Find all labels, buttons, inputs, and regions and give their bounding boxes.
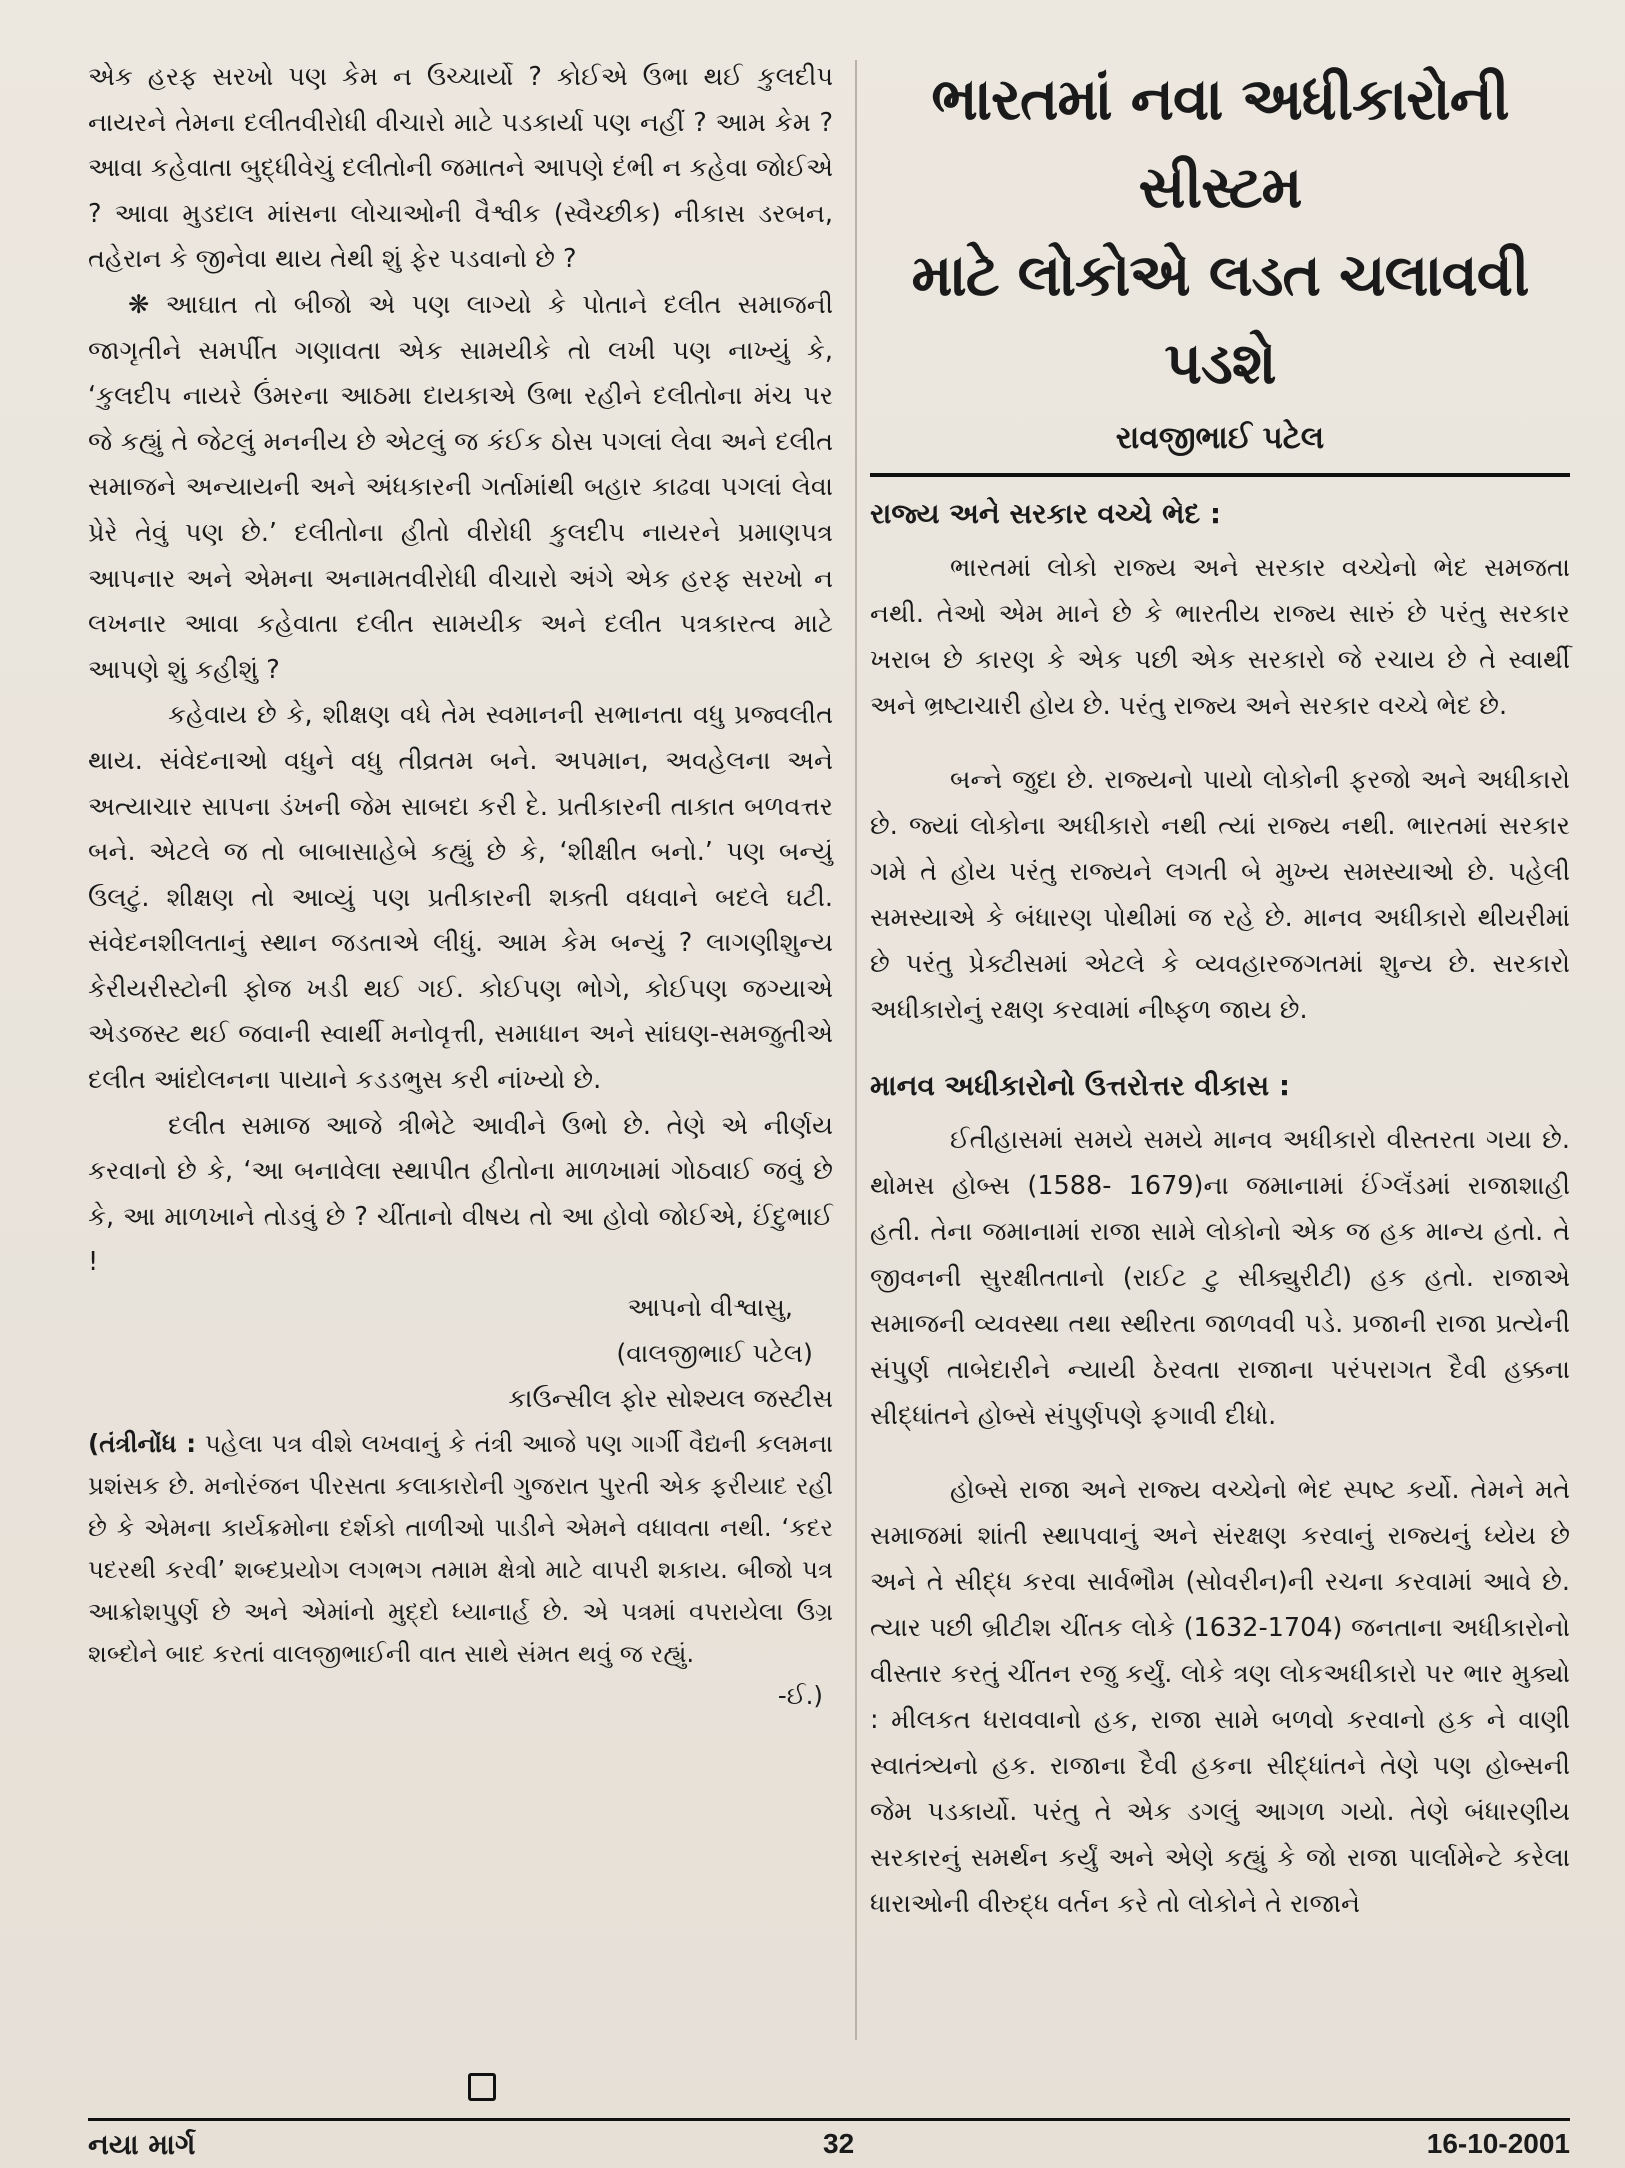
end-of-article-mark [468, 2073, 496, 2101]
publication-name: નયા માર્ગ [88, 2128, 196, 2161]
editor-note-text: પહેલા પત્ર વીશે લખવાનું કે તંત્રી આજે પણ ગાર્ગી વૈદ્યની કલમના પ્રશંસક છે. મનોરંજન પીરસતા કલાકારોની ગુજરાત પુરતી એક ફરીયાદ રહી છે કે એમના કાર્યક્રમોના દર્શકો તાળીઓ પાડીને એમને વધાવતા નથી. ‘કદર પદરથી કરવી’ શબ્દપ્રયોગ લગભગ તમામ ક્ષેત્રો માટે વાપરી શકાય. બીજો પત્ર આક્રોશપુર્ણ છે અને એમાંનો મુદ્દો ધ્યાનાર્હ છે. એ પત્રમાં વપરાયેલા ઉગ્ર શબ્દોને બાદ કરતાં વાલજીભાઈની વાત સાથે સંમત થવું જ રહ્યું. [88, 1428, 833, 1668]
letter-paragraph: દલીત સમાજ આજે ત્રીભેટે આવીને ઉભો છે. તેણે એ નીર્ણય કરવાનો છે કે, ‘આ બનાવેલા સ્થાપીત હીતોના માળખામાં ગોઠવાઈ જવું છે કે, આ માળખાને તોડવું છે ? ચીંતાનો વીષય તો આ હોવો જોઈએ, ઈંદુભાઈ ! [88, 1110, 833, 1278]
section-heading: માનવ અધીકારોનો ઉત્તરોત્તર વીકાસ : [870, 1069, 1291, 1102]
signoff-name: (વાલજીભાઈ પટેલ) [616, 1338, 813, 1369]
signoff-closing: આપનો વીશ્વાસુ, [627, 1293, 793, 1324]
letter-paragraph: એક હરફ સરખો પણ કેમ ન ઉચ્ચાર્યો ? કોઈએ ઉભા થઈ કુલદીપ નાયરને તેમના દલીતવીરોધી વીચારો માટે પડકાર્યા પણ નહીં ? આમ કેમ ? આવા કહેવાતા બુદ્ધીવેચું દલીતોની જમાતને આપણે દંભી ન કહેવા જોઈએ ? આવા મુડદાલ માંસના લોચાઓની વૈશ્વીક (સ્વૈચ્છીક) નીકાસ ડરબન, તહેરાન કે જીનેવા થાય તેથી શું ફેર પડવાનો છે ? [88, 62, 833, 275]
editor-note-signature: -ઈ.) [777, 1680, 823, 1710]
article-paragraph: બન્ને જુદા છે. રાજ્યનો પાયો લોકોની ફરજો અને અધીકારો છે. જ્યાં લોકોના અધીકારો નથી ત્યાં રાજ્ય નથી. ભારતમાં સરકાર ગમે તે હોય પરંતુ રાજ્યને લગતી બે મુખ્ય સમસ્યાઓ છે. પહેલી સમસ્યાએ કે બંધારણ પોથીમાં જ રહે છે. માનવ અધીકારો થીયરીમાં છે પરંતુ પ્રેક્ટીસમાં એટલે કે વ્યવહારજગતમાં શુન્ય છે. સરકારો અધીકારોનું રક્ષણ કરવામાં નીષ્ફળ જાય છે. [870, 765, 1570, 1025]
page-number: 32 [823, 2128, 855, 2159]
footer-rule [88, 2118, 1570, 2121]
left-column [88, 55, 833, 1717]
article-author: રાવજીભાઈ પટેલ [1115, 420, 1325, 456]
page-footer [88, 2128, 1570, 2168]
letter-paragraph: ❋ આઘાત તો બીજો એ પણ લાગ્યો કે પોતાને દલીત સમાજની જાગૃતીને સમર્પીત ગણાવતા એક સામયીકે તો લખી પણ નાખ્યું કે, ‘કુલદીપ નાયરે ઉંમરના આઠમા દાયકાએ ઉભા રહીને દલીતોના મંચ પર જે કહ્યું તે જેટલું મનનીય છે એટલું જ કંઈક ઠોસ પગલાં લેવા અને દલીત સમાજને અન્યાયની અને અંધકારની ગર્તામાંથી બહાર કાઢવા પગલાં લેવા પ્રેરે તેવું પણ છે.’ દલીતોના હીતો વીરોધી કુલદીપ નાયરને પ્રમાણપત્ર આપનાર અને એમના અનામતવીરોધી વીચારો અંગે એક હરફ સરખો ન લખનાર આવા કહેવાતા દલીત સામયીક અને દલીત પત્રકારત્વ માટે આપણે શું કહીશું ? [88, 289, 833, 685]
headline-rule [870, 473, 1570, 477]
article-paragraph: ભારતમાં લોકો રાજ્ય અને સરકાર વચ્ચેનો ભેદ સમજતા નથી. તેઓ એમ માને છે કે ભારતીય રાજ્ય સારું છે પરંતુ સરકાર ખરાબ છે કારણ કે એક પછી એક સરકારો જે રચાય છે તે સ્વાર્થી અને ભ્રષ્ટાચારી હોય છે. પરંતુ રાજ્ય અને સરકાર વચ્ચે ભેદ છે. [870, 553, 1570, 721]
letter-paragraph: કહેવાય છે કે, શીક્ષણ વધે તેમ સ્વમાનની સભાનતા વધુ પ્રજ્વલીત થાય. સંવેદનાઓ વધુને વધુ તીવ્રતમ બને. અપમાન, અવહેલના અને અત્યાચાર સાપના ડંખની જેમ સાબદા કરી દે. પ્રતીકારની તાકાત બળવત્તર બને. એટલે જ તો બાબાસાહેબે કહ્યું છે કે, ‘શીક્ષીત બનો.’ પણ બન્યું ઉલટું. શીક્ષણ તો આવ્યું પણ પ્રતીકારની શક્તી વધવાને બદલે ઘટી. સંવેદનશીલતાનું સ્થાન જડતાએ લીધું. આમ કેમ બન્યું ? લાગણીશુન્ય કેરીયરીસ્ટોની ફોજ ખડી થઈ ગઈ. કોઈપણ ભોગે, કોઈપણ જગ્યાએ એડજસ્ટ થઈ જવાની સ્વાર્થી મનોવૃત્તી, સમાધાન અને સાંઘણ-સમજુતીએ દલીત આંદોલનના પાયાને કડડભુસ કરી નાંખ્યો છે. [88, 700, 833, 1096]
editor-note [88, 1423, 833, 1675]
column-divider [855, 60, 857, 2040]
right-column [870, 55, 1570, 1927]
signoff-organization: કાઉન્સીલ ફોર સોશ્યલ જસ્ટીસ [508, 1384, 833, 1415]
article-paragraph: હોબ્સે રાજા અને રાજ્ય વચ્ચેનો ભેદ સ્પષ્ટ કર્યો. તેમને મતે સમાજમાં શાંતી સ્થાપવાનું અને સંરક્ષણ કરવાનું રાજ્યનું ધ્યેય છે અને તે સીદ્ધ કરવા સાર્વભૌમ (સોવરીન)ની રચના કરવામાં આવે છે. ત્યાર પછી બ્રીટીશ ચીંતક લોકે (1632-1704) જનતાના અધીકારોનો વીસ્તાર કરતું ચીંતન રજુ કર્યું. લોકે ત્રણ લોકઅધીકારો પર ભાર મુક્યો : મીલકત ધરાવવાનો હક, રાજા સામે બળવો કરવાનો હક ને વાણી સ્વાતંત્ર્યનો હક. રાજાના દૈવી હકના સીદ્ધાંતને તેણે પણ હોબ્સની જેમ પડકાર્યો. પરંતુ તે એક ડગલું આગળ ગયો. તેણે બંધારણીય સરકારનું સમર્થન કર્યું અને એણે કહ્યું કે જો રાજા પાર્લામેન્ટે કરેલા ધારાઓની વીરુદ્ધ વર્તન કરે તો લોકોને તે રાજાને [870, 1475, 1570, 1919]
article-headline-line2: માટે લોકોએ લડત ચલાવવી પડશે [911, 241, 1529, 397]
section-heading: રાજ્ય અને સરકાર વચ્ચે ભેદ : [870, 497, 1222, 530]
issue-date: 16-10-2001 [1426, 2128, 1570, 2159]
editor-note-label: (તંત્રીનોંધ : [88, 1428, 197, 1458]
article-headline-line1: ભારતમાં નવા અધીકારોની સીસ્ટમ [931, 65, 1509, 221]
article-paragraph: ઈતીહાસમાં સમયે સમયે માનવ અધીકારો વીસ્તરતા ગયા છે. થોમસ હોબ્સ (1588- 1679)ના જમાનામાં ઈંગ્લૅંડમાં રાજાશાહી હતી. તેના જમાનામાં રાજા સામે લોકોનો એક જ હક માન્ય હતો. તે જીવનની સુરક્ષીતતાનો (રાઈટ ટુ સીક્યુરીટી) હક હતો. રાજાએ સમાજની વ્યવસ્થા તથા સ્થીરતા જાળવવી પડે. પ્રજાની રાજા પ્રત્યેની સંપુર્ણ તાબેદારીને ન્યાયી ઠેરવતા રાજાના પરંપરાગત દૈવી હક્કના સીદ્ધાંતને હોબ્સે સંપુર્ણપણે ફગાવી દીધો. [870, 1125, 1570, 1431]
